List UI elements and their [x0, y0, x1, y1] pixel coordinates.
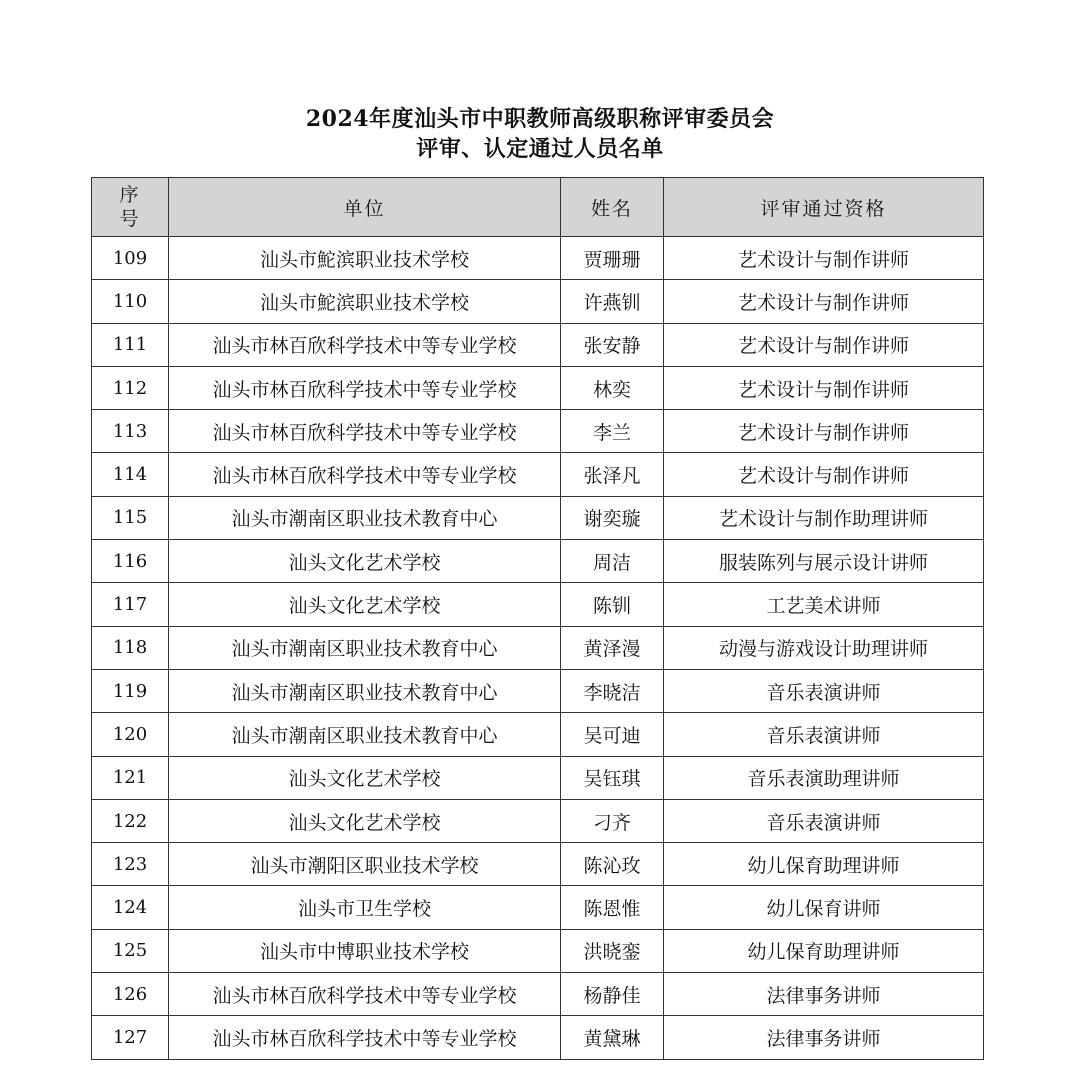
row-name: 李兰 — [561, 410, 664, 453]
row-qualification: 艺术设计与制作助理讲师 — [664, 496, 984, 539]
table-row — [92, 540, 984, 583]
table-header — [92, 178, 984, 237]
row-unit: 汕头市潮南区职业技术教育中心 — [169, 496, 561, 539]
row-name: 张安静 — [561, 323, 664, 366]
row-qualification: 艺术设计与制作讲师 — [664, 323, 984, 366]
row-qualification: 法律事务讲师 — [664, 973, 984, 1016]
row-seq: 120 — [92, 713, 169, 756]
row-qualification: 幼儿保育助理讲师 — [664, 843, 984, 886]
row-name: 吴钰琪 — [561, 756, 664, 799]
row-unit: 汕头市林百欣科学技术中等专业学校 — [169, 323, 561, 366]
table-row — [92, 1016, 984, 1059]
row-name: 陈恩惟 — [561, 886, 664, 929]
row-qualification: 幼儿保育讲师 — [664, 886, 984, 929]
row-seq: 125 — [92, 929, 169, 972]
table-row — [92, 410, 984, 453]
header-name: 姓名 — [561, 178, 664, 237]
row-unit: 汕头市卫生学校 — [169, 886, 561, 929]
row-qualification: 法律事务讲师 — [664, 1016, 984, 1059]
row-qualification: 艺术设计与制作讲师 — [664, 280, 984, 323]
row-qualification: 工艺美术讲师 — [664, 583, 984, 626]
row-unit: 汕头市鮀滨职业技术学校 — [169, 280, 561, 323]
row-name: 林奕 — [561, 366, 664, 409]
row-qualification: 艺术设计与制作讲师 — [664, 453, 984, 496]
header-seq — [92, 178, 169, 237]
row-seq: 123 — [92, 843, 169, 886]
row-qualification: 幼儿保育助理讲师 — [664, 929, 984, 972]
table-row — [92, 323, 984, 366]
row-seq: 119 — [92, 669, 169, 712]
table-row — [92, 280, 984, 323]
row-seq: 117 — [92, 583, 169, 626]
row-name: 洪晓銮 — [561, 929, 664, 972]
table-row — [92, 626, 984, 669]
row-unit: 汕头市潮南区职业技术教育中心 — [169, 669, 561, 712]
row-seq: 118 — [92, 626, 169, 669]
row-unit: 汕头市中博职业技术学校 — [169, 929, 561, 972]
title-line-2: 评审、认定通过人员名单 — [416, 136, 664, 162]
table-row — [92, 583, 984, 626]
table-body — [92, 237, 984, 1060]
row-seq: 112 — [92, 366, 169, 409]
table-row — [92, 973, 984, 1016]
row-qualification: 音乐表演讲师 — [664, 713, 984, 756]
row-qualification: 音乐表演助理讲师 — [664, 756, 984, 799]
document-title — [0, 104, 1080, 164]
table-row — [92, 799, 984, 842]
row-seq: 116 — [92, 540, 169, 583]
header-qualification: 评审通过资格 — [664, 178, 984, 237]
row-unit: 汕头文化艺术学校 — [169, 540, 561, 583]
row-seq: 111 — [92, 323, 169, 366]
table-row — [92, 929, 984, 972]
row-unit: 汕头市潮阳区职业技术学校 — [169, 843, 561, 886]
row-name: 李晓洁 — [561, 669, 664, 712]
row-qualification: 服装陈列与展示设计讲师 — [664, 540, 984, 583]
header-seq-label: 序 号 — [119, 184, 141, 230]
row-qualification: 艺术设计与制作讲师 — [664, 366, 984, 409]
table-row — [92, 669, 984, 712]
row-unit: 汕头市林百欣科学技术中等专业学校 — [169, 453, 561, 496]
row-unit: 汕头文化艺术学校 — [169, 799, 561, 842]
row-unit: 汕头文化艺术学校 — [169, 583, 561, 626]
title-line-1: 2024年度汕头市中职教师高级职称评审委员会 — [305, 106, 775, 132]
table-row — [92, 366, 984, 409]
row-seq: 127 — [92, 1016, 169, 1059]
row-name: 吴可迪 — [561, 713, 664, 756]
row-seq: 115 — [92, 496, 169, 539]
row-qualification: 动漫与游戏设计助理讲师 — [664, 626, 984, 669]
row-name: 黄黛琳 — [561, 1016, 664, 1059]
row-unit: 汕头市潮南区职业技术教育中心 — [169, 713, 561, 756]
row-seq: 114 — [92, 453, 169, 496]
header-unit: 单位 — [169, 178, 561, 237]
row-qualification: 音乐表演讲师 — [664, 669, 984, 712]
row-name: 黄泽漫 — [561, 626, 664, 669]
row-unit: 汕头市林百欣科学技术中等专业学校 — [169, 366, 561, 409]
row-seq: 124 — [92, 886, 169, 929]
row-name: 刁齐 — [561, 799, 664, 842]
row-name: 张泽凡 — [561, 453, 664, 496]
row-unit: 汕头市鮀滨职业技术学校 — [169, 237, 561, 280]
row-qualification: 音乐表演讲师 — [664, 799, 984, 842]
row-qualification: 艺术设计与制作讲师 — [664, 410, 984, 453]
row-seq: 109 — [92, 237, 169, 280]
row-unit: 汕头文化艺术学校 — [169, 756, 561, 799]
header-row — [92, 178, 984, 237]
table-row — [92, 237, 984, 280]
table-row — [92, 843, 984, 886]
row-name: 谢奕璇 — [561, 496, 664, 539]
row-seq: 110 — [92, 280, 169, 323]
row-name: 周洁 — [561, 540, 664, 583]
row-name: 陈钏 — [561, 583, 664, 626]
row-seq: 122 — [92, 799, 169, 842]
row-name: 贾珊珊 — [561, 237, 664, 280]
table-row — [92, 496, 984, 539]
row-unit: 汕头市潮南区职业技术教育中心 — [169, 626, 561, 669]
row-unit: 汕头市林百欣科学技术中等专业学校 — [169, 1016, 561, 1059]
row-seq: 113 — [92, 410, 169, 453]
row-qualification: 艺术设计与制作讲师 — [664, 237, 984, 280]
row-seq: 121 — [92, 756, 169, 799]
row-seq: 126 — [92, 973, 169, 1016]
row-unit: 汕头市林百欣科学技术中等专业学校 — [169, 973, 561, 1016]
row-name: 陈沁玫 — [561, 843, 664, 886]
table-row — [92, 756, 984, 799]
table-row — [92, 886, 984, 929]
row-name: 许燕钏 — [561, 280, 664, 323]
roster-table — [91, 177, 984, 1060]
table-row — [92, 453, 984, 496]
row-unit: 汕头市林百欣科学技术中等专业学校 — [169, 410, 561, 453]
row-name: 杨静佳 — [561, 973, 664, 1016]
table-row — [92, 713, 984, 756]
